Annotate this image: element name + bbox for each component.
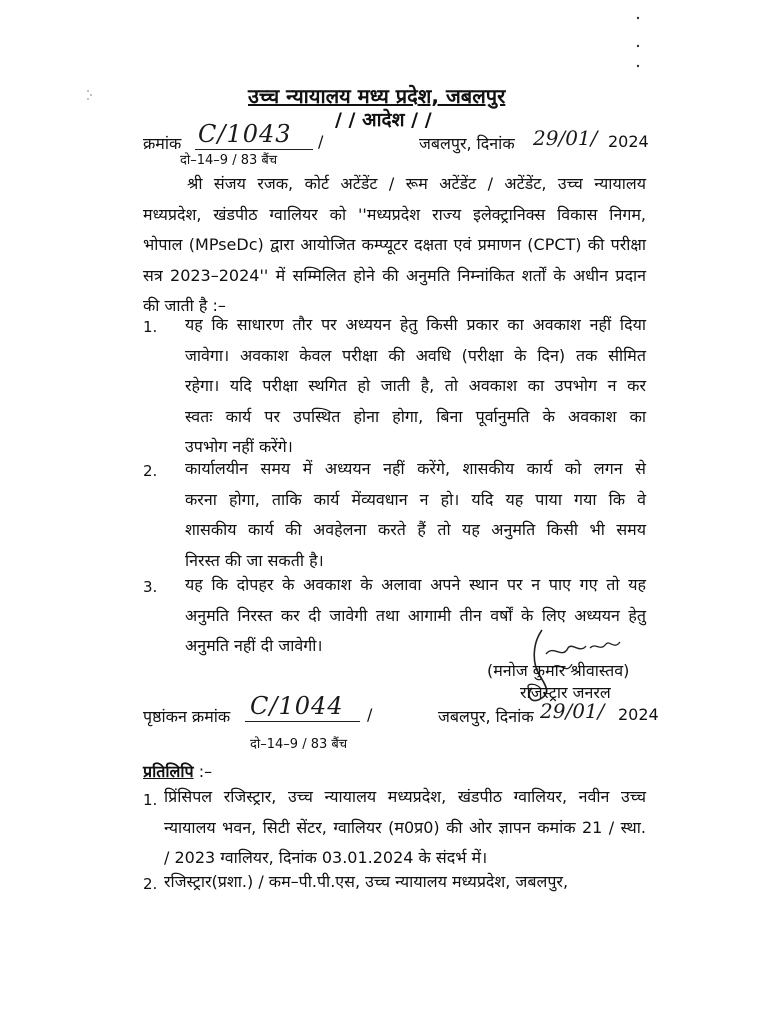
condition-1 (185, 310, 646, 463)
signatory-designation: रजिस्ट्रार जनरल (520, 683, 611, 702)
condition-line: यह कि साधारण तौर पर अध्ययन हेतु किसी प्रकार का अवकाश नहीं दिया (185, 315, 646, 334)
intro-line: की जाती है :– (143, 296, 226, 315)
condition-2 (185, 454, 646, 576)
endorsement-number-handwritten: C/1044 (250, 692, 344, 720)
condition-number: 1. (143, 318, 158, 336)
condition-line: यह कि दोपहर के अवकाश के अलावा अपने स्थान पर न पाए गए तो यह (185, 575, 646, 594)
order-heading: / / आदेश / / (335, 109, 432, 131)
condition-line: कार्यालयीन समय में अध्ययन नहीं करेंगे, शासकीय कार्य को लगन से (185, 459, 646, 478)
date-year: 2024 (608, 132, 649, 151)
date-handwritten: 29/01/ (533, 126, 598, 150)
intro-line: भोपाल (MPseDc) द्वारा आयोजित कम्प्यूटर दक्षता एवं प्रमाणन (CPCT) की परीक्षा (143, 235, 646, 254)
copy-item-2 (164, 867, 646, 898)
intro-line: मध्यप्रदेश, खंडपीठ ग्वालियर को ''मध्यप्रदेश राज्य इलेक्ट्रानिक्स विकास निगम, (143, 204, 646, 224)
ref-slash: / (318, 132, 324, 151)
endorsement-place-date-label: जबलपुर, दिनांक (438, 707, 534, 726)
condition-line: शासकीय कार्य की अवहेलना करते हैं तो यह अनुमति किसी भी समय (185, 520, 646, 539)
court-title: उच्च न्यायालय मध्य प्रदेश, जबलपुर (248, 84, 506, 108)
condition-number: 3. (143, 578, 158, 596)
intro-line: सत्र 2023–2024'' में सम्मिलित होने की अनुमति निम्नांकित शर्तों के अधीन प्रदान (143, 265, 646, 285)
intro-line: श्री संजय रजक, कोर्ट अटेंडेंट / रूम अटेंडेंट / अटेंडेंट, उच्च न्यायालय (187, 174, 646, 193)
condition-line: उपभोग नहीं करेंगे। (185, 437, 293, 456)
endorsement-label: पृष्ठांकन क्रमांक (143, 707, 231, 726)
condition-line: करना होगा, ताकि कार्य मेंव्यवधान न हो। यदि यह पाया गया कि वे (185, 489, 646, 509)
condition-line: अनुमति नहीं दी जावेगी। (185, 636, 323, 655)
condition-line: रहेगा। यदि परीक्षा स्थगित हो जाती है, तो अवकाश का उपभोग न कर (185, 376, 646, 395)
scan-speck (634, 14, 642, 70)
condition-line: निरस्त की जा सकती है। (185, 550, 324, 570)
endorsement-date-handwritten: 29/01/ (540, 699, 605, 723)
copy-item-number: 1. (143, 791, 158, 809)
condition-line: जावेगा। अवकाश केवल परीक्षा की अवधि (परीक्षा के दिन) तक सीमित (185, 345, 646, 365)
condition-number: 2. (143, 462, 158, 480)
bench-code: दो–14–9 / 83 बैंच (180, 153, 278, 168)
copy-line: / 2023 ग्वालियर, दिनांक 03.01.2024 के संदर्भ में। (164, 848, 488, 867)
ref-label: क्रमांक (143, 134, 182, 153)
copy-line: प्रिंसिपल रजिस्ट्रार, उच्च न्यायालय मध्यप्रदेश, खंडपीठ ग्वालियर, नवीन उच्च (164, 787, 646, 806)
copy-heading-suffix: :– (198, 762, 213, 781)
copy-item-1 (164, 782, 646, 874)
signatory-name: (मनोज कुमार श्रीवास्तव) (487, 661, 630, 680)
copy-heading (143, 760, 212, 782)
endorsement-bench-code: दो–14–9 / 83 बैंच (250, 737, 348, 752)
copy-heading-text: प्रतिलिपि (143, 762, 194, 781)
place-date-label: जबलपुर, दिनांक (419, 134, 515, 153)
endorsement-year: 2024 (618, 705, 659, 724)
ref-number-handwritten: C/1043 (198, 120, 292, 148)
intro-paragraph (143, 169, 646, 322)
condition-line: अनुमति निरस्त कर दी जावेगी तथा आगामी तीन वर्षों के लिए अध्ययन हेतु (185, 605, 646, 625)
copy-item-number: 2. (143, 875, 158, 893)
endorsement-slash: / (367, 705, 373, 724)
scan-speck (86, 86, 94, 98)
condition-line: स्वतः कार्य पर उपस्थित होना होगा, बिना पूर्वानुमति के अवकाश का (185, 406, 646, 426)
copy-line: न्यायालय भवन, सिटी सेंटर, ग्वालियर (म0प्र0) की ओर ज्ञापन कमांक 21 / स्था. (164, 817, 646, 837)
copy-line: रजिस्ट्रार(प्रशा.) / कम–पी.पी.एस, उच्च न्यायालय मध्यप्रदेश, जबलपुर, (164, 872, 569, 891)
endorsement-underline (245, 721, 360, 722)
